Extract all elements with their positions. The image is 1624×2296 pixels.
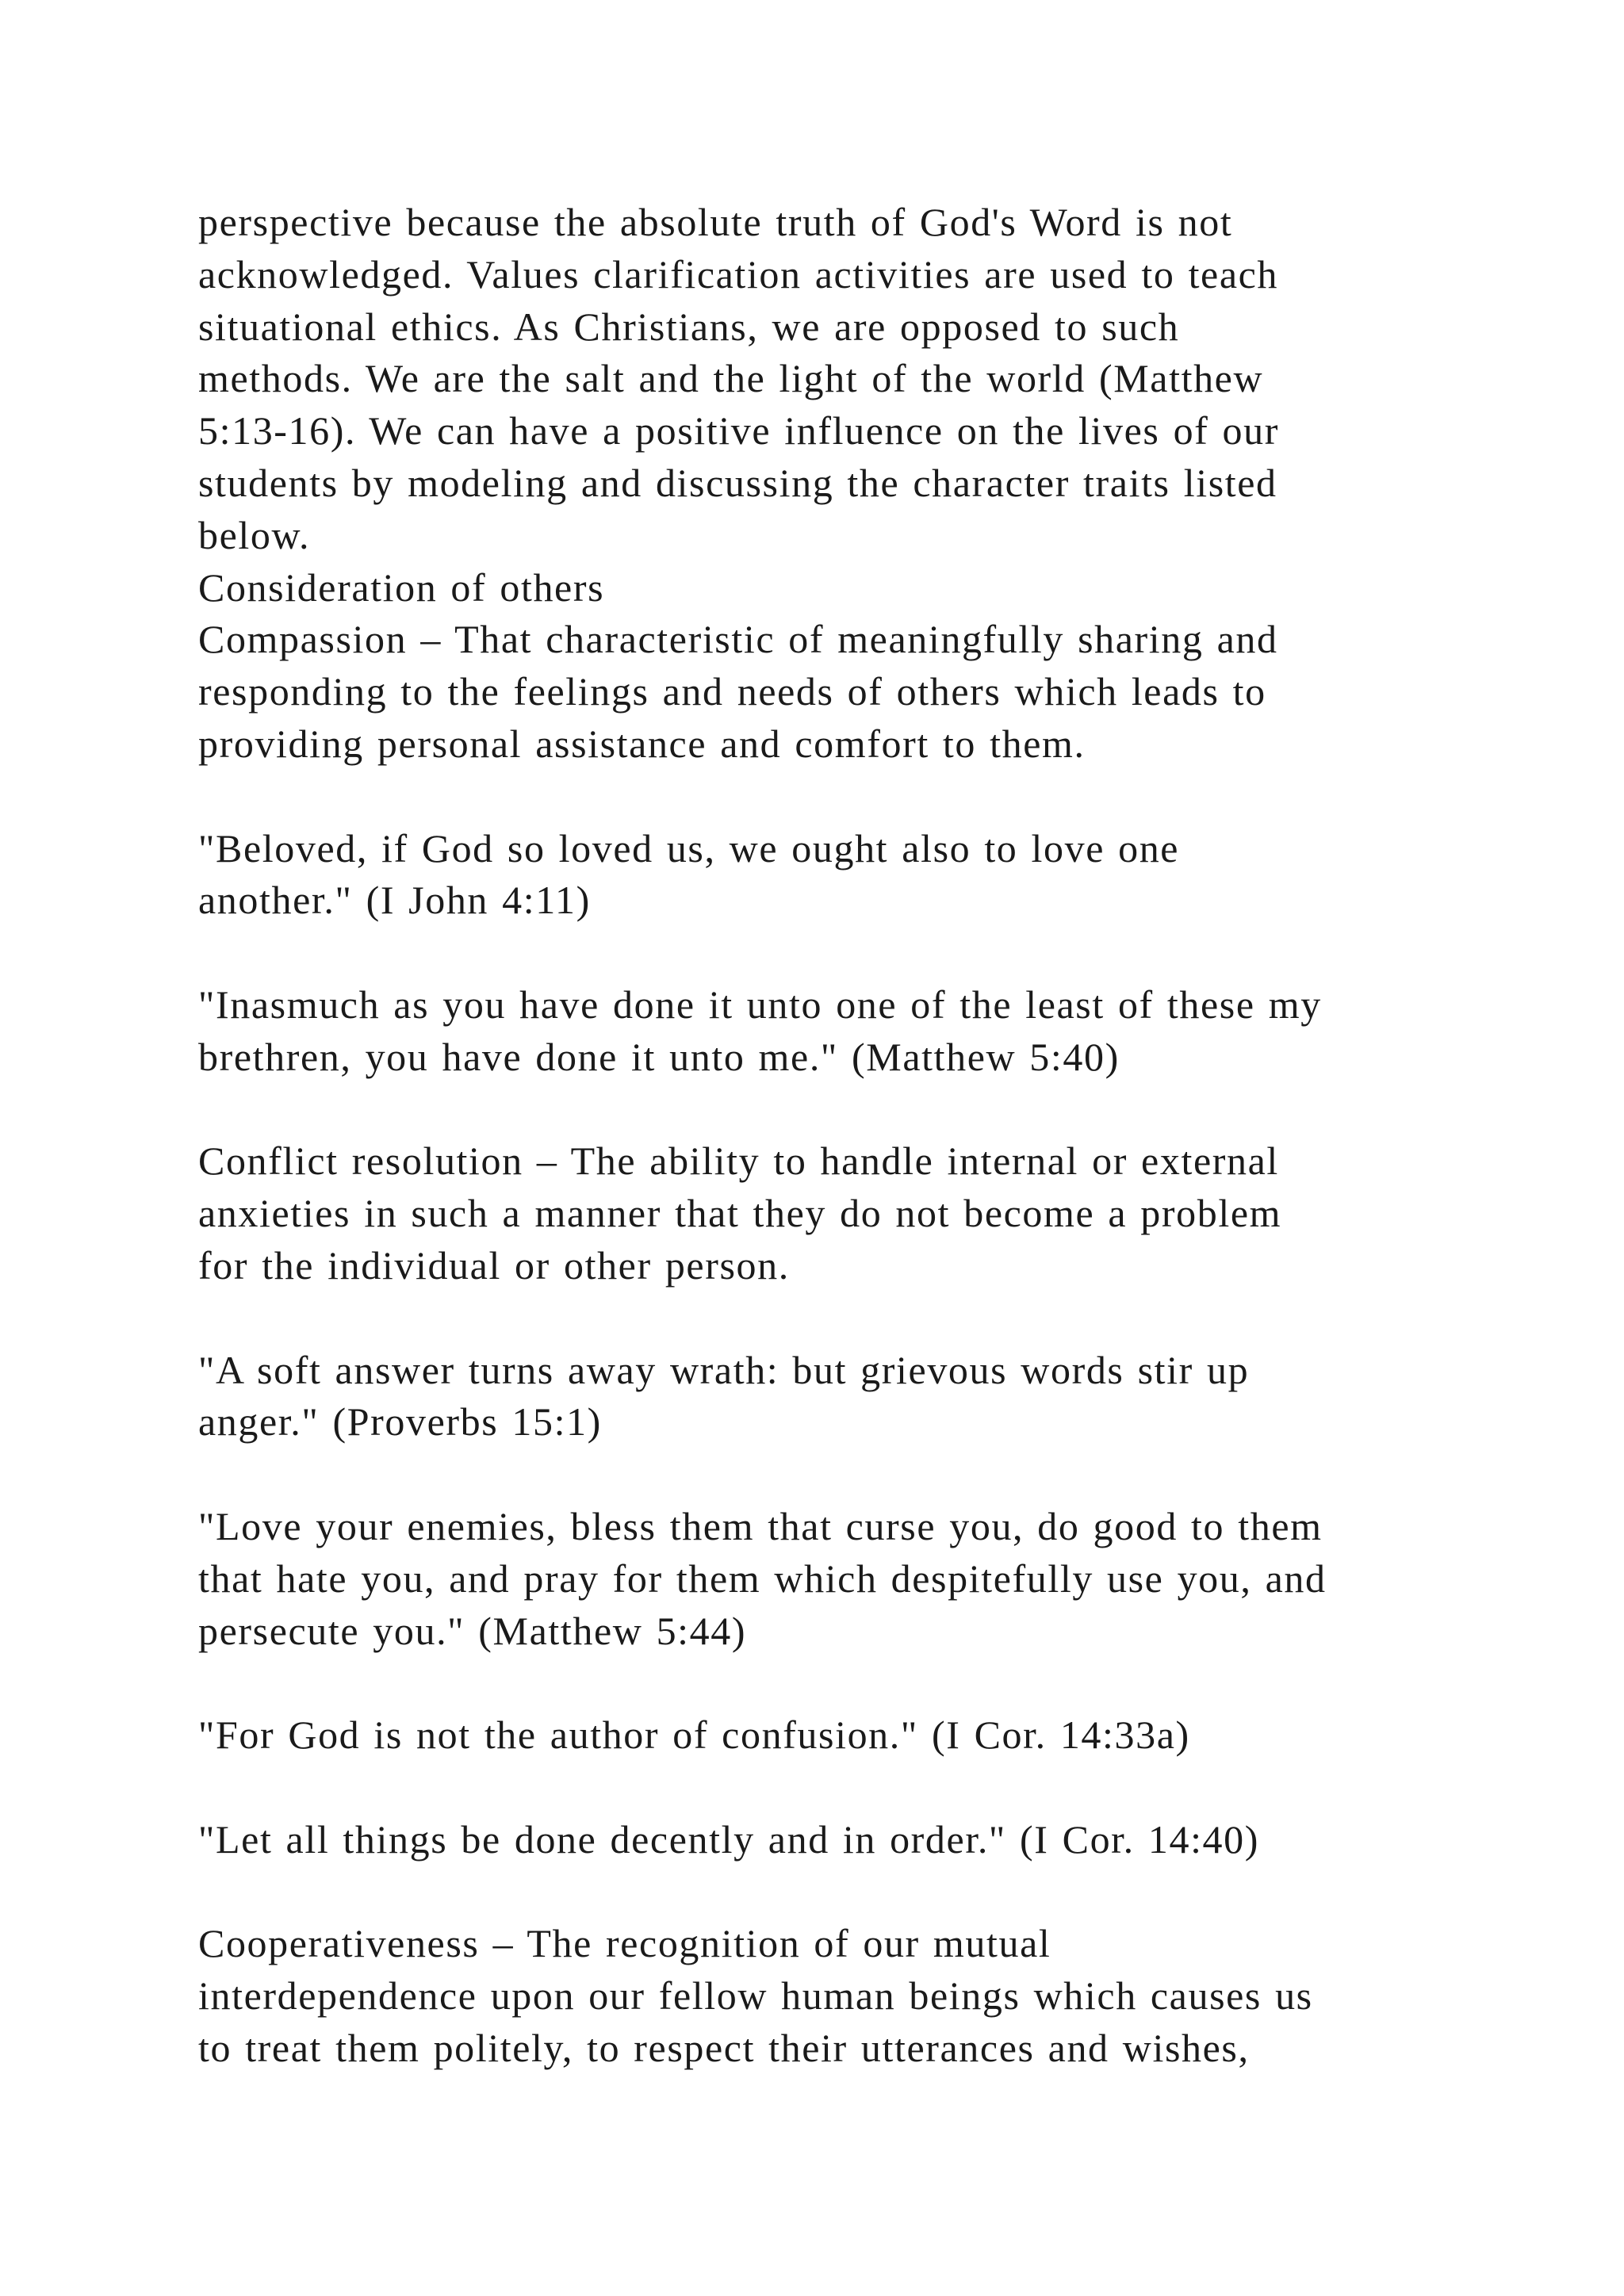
blank-line bbox=[198, 927, 1507, 979]
scripture-quote: "A soft answer turns away wrath: but grievous words stir up bbox=[198, 1347, 1250, 1392]
scripture-quote: persecute you." (Matthew 5:44) bbox=[198, 1608, 747, 1653]
scripture-quote: that hate you, and pray for them which despitefully use you, and bbox=[198, 1556, 1327, 1601]
blank-line bbox=[198, 1292, 1507, 1345]
text-line: below. bbox=[198, 512, 311, 557]
scripture-quote: "Let all things be done decently and in order." (I Cor. 14:40) bbox=[198, 1816, 1260, 1862]
document-text-body bbox=[198, 197, 1507, 2075]
blank-line bbox=[198, 1448, 1507, 1501]
blank-line bbox=[198, 1657, 1507, 1709]
scripture-quote: "For God is not the author of confusion." (I Cor. 14:33a) bbox=[198, 1712, 1190, 1758]
blank-line bbox=[198, 1762, 1507, 1814]
text-line: students by modeling and discussing the character traits listed bbox=[198, 460, 1277, 505]
document-page bbox=[198, 197, 1507, 2075]
text-line: responding to the feelings and needs of others which leads to bbox=[198, 669, 1266, 714]
scripture-quote: "Inasmuch as you have done it unto one of the least of these my bbox=[198, 982, 1322, 1027]
text-line: Cooperativeness – The recognition of our mutual bbox=[198, 1921, 1051, 1966]
text-line: Conflict resolution – The ability to handle internal or external bbox=[198, 1138, 1279, 1184]
text-line: perspective because the absolute truth of God's Word is not bbox=[198, 200, 1233, 244]
text-line: anxieties in such a manner that they do not become a problem bbox=[198, 1191, 1282, 1236]
text-line: 5:13-16). We can have a positive influence on the lives of our bbox=[198, 408, 1279, 453]
text-line: to treat them politely, to respect their utterances and wishes, bbox=[198, 2025, 1250, 2070]
scripture-quote: "Beloved, if God so loved us, we ought also to love one bbox=[198, 825, 1180, 871]
text-line: interdependence upon our fellow human beings which causes us bbox=[198, 1973, 1313, 2019]
text-line: for the individual or other person. bbox=[198, 1242, 790, 1288]
blank-line bbox=[198, 1866, 1507, 1919]
blank-line bbox=[198, 771, 1507, 823]
blank-line bbox=[198, 1084, 1507, 1136]
text-line: acknowledged. Values clarification activities are used to teach bbox=[198, 251, 1279, 297]
text-line: Compassion – That characteristic of meaningfully sharing and bbox=[198, 617, 1278, 662]
scripture-quote: brethren, you have done it unto me." (Matthew 5:40) bbox=[198, 1034, 1120, 1079]
text-line: providing personal assistance and comfort to them. bbox=[198, 721, 1086, 766]
scripture-quote: anger." (Proverbs 15:1) bbox=[198, 1399, 602, 1445]
scripture-quote: another." (I John 4:11) bbox=[198, 878, 591, 923]
section-heading: Consideration of others bbox=[198, 564, 605, 610]
scripture-quote: "Love your enemies, bless them that curse you, do good to them bbox=[198, 1503, 1323, 1548]
text-line: situational ethics. As Christians, we are opposed to such bbox=[198, 304, 1180, 349]
text-line: methods. We are the salt and the light of the world (Matthew bbox=[198, 356, 1264, 401]
